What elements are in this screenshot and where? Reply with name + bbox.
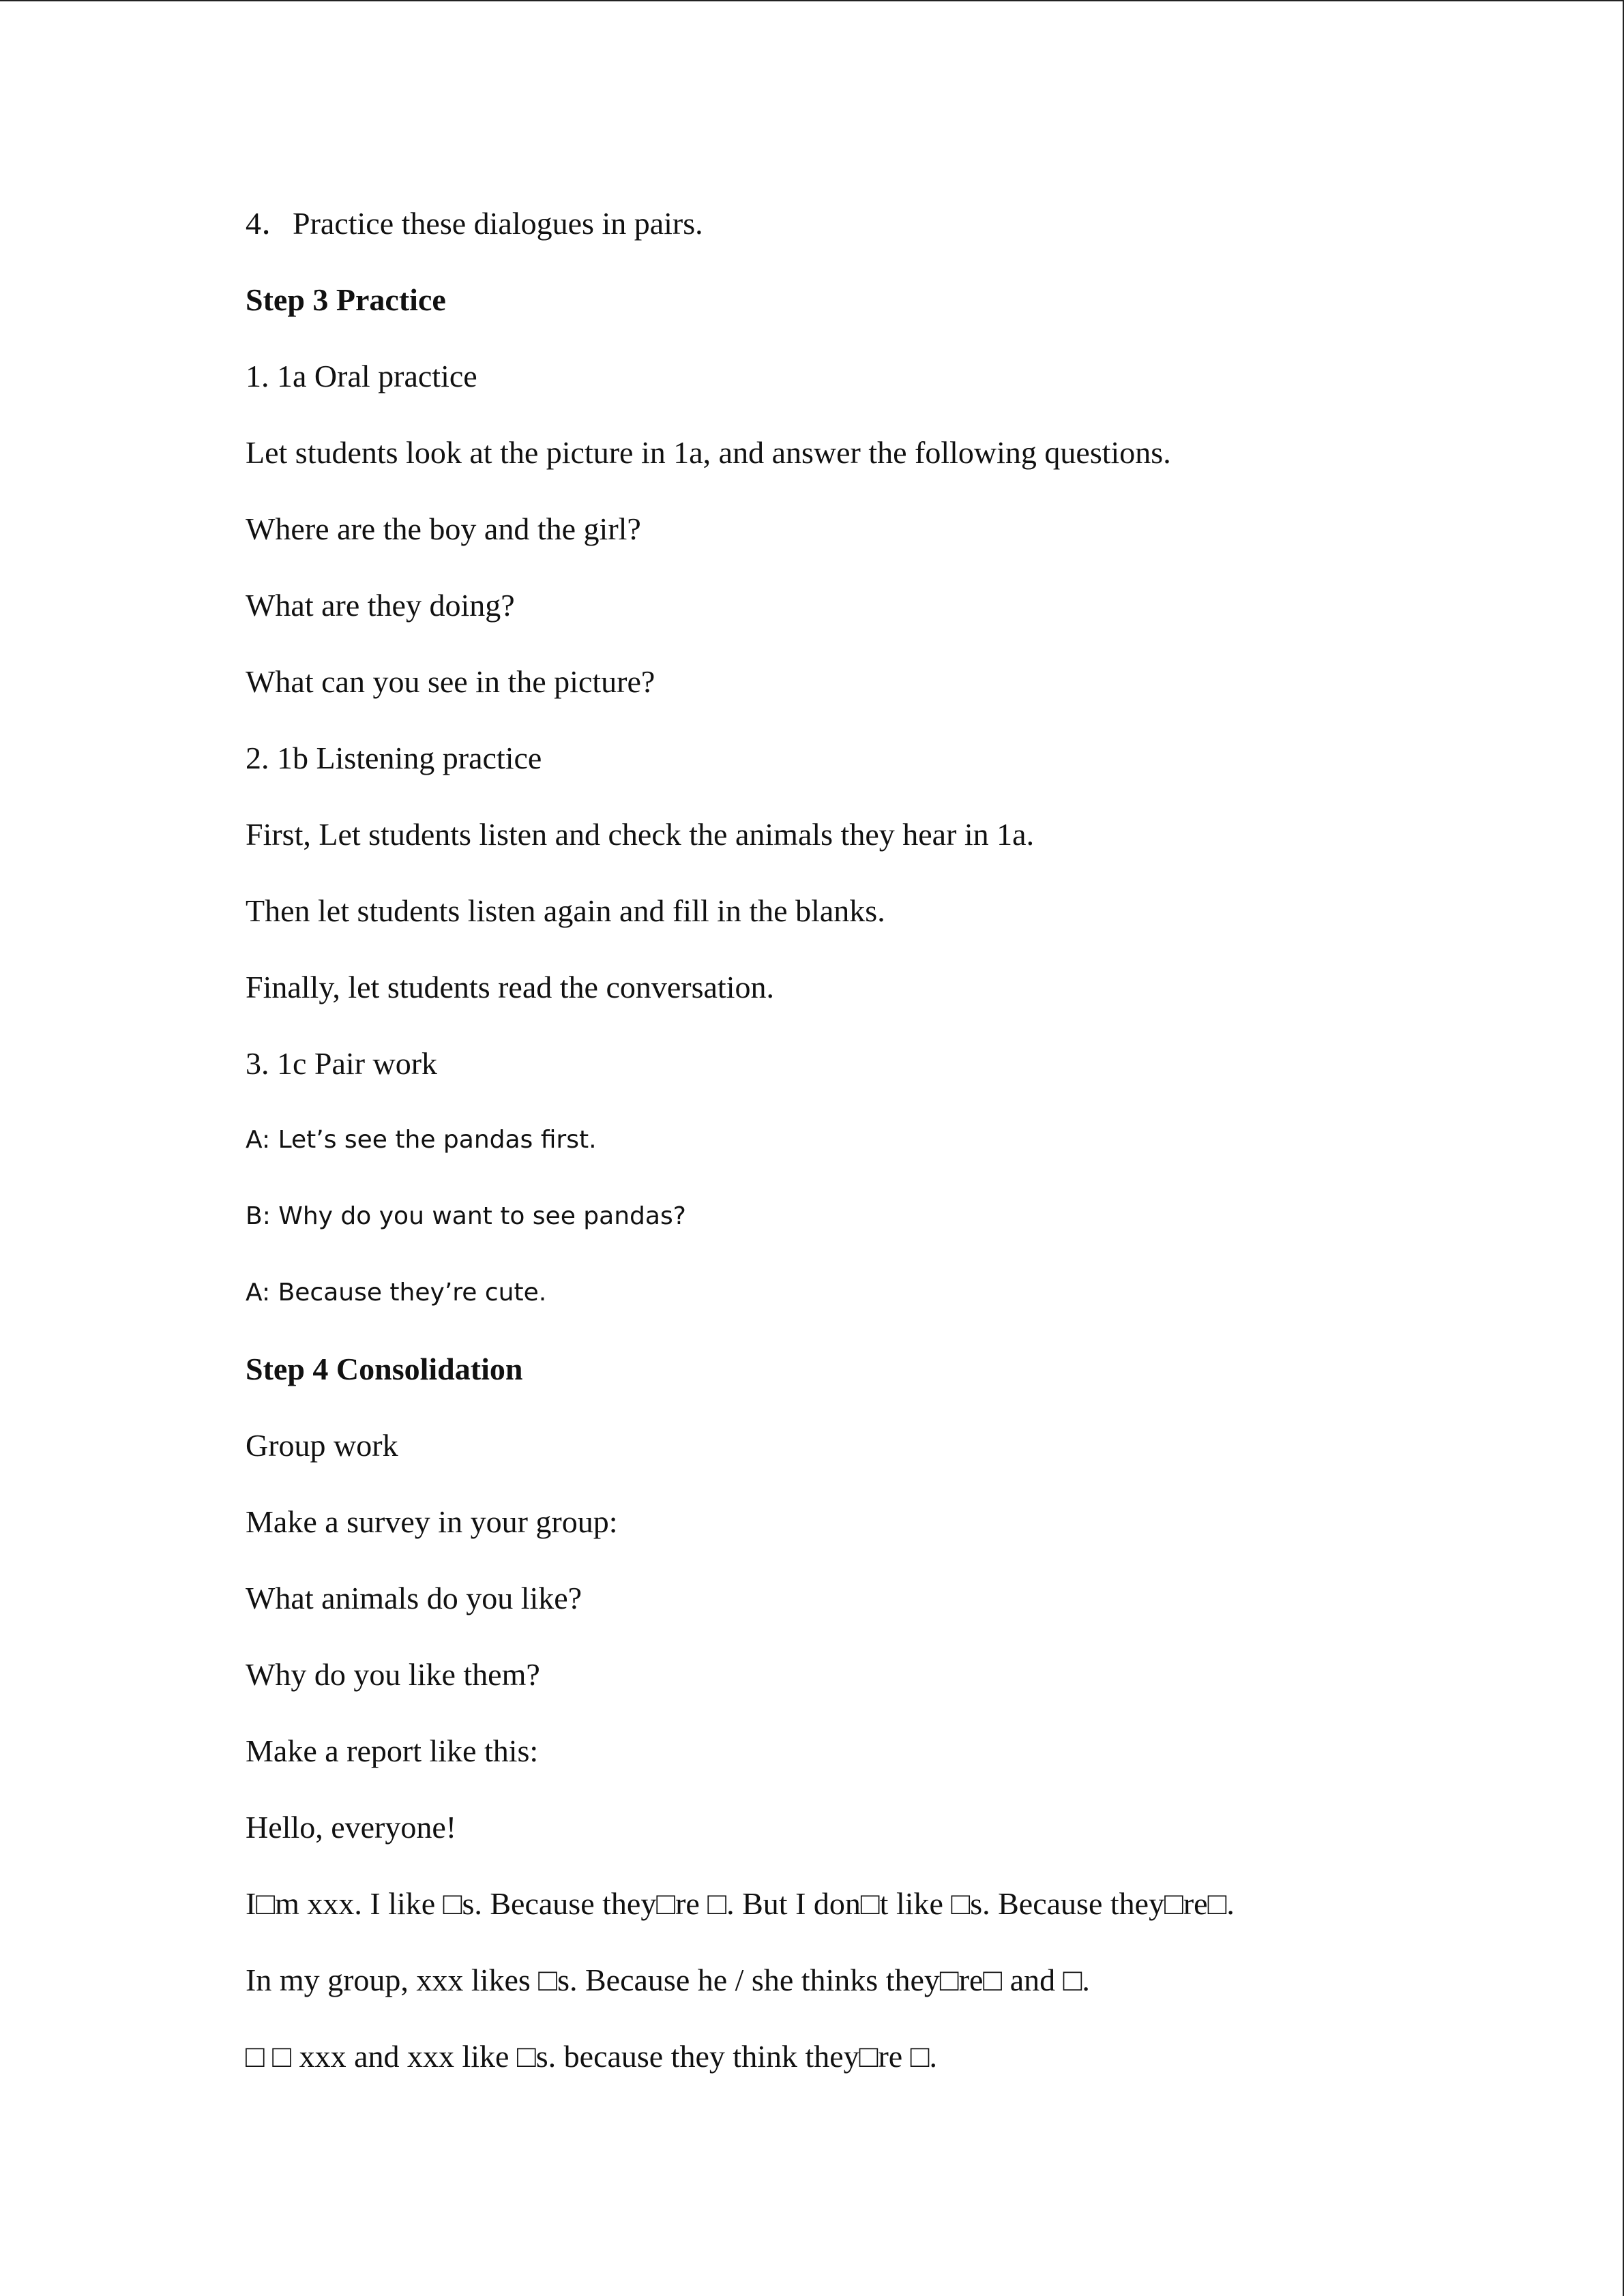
question-what-animals: What animals do you like? (246, 1581, 582, 1615)
dialogue-line-2: B: Why do you want to see pandas? (246, 1202, 686, 1230)
line-make-report: Make a report like this: (246, 1733, 539, 1768)
question-where: Where are the boy and the girl? (246, 511, 641, 546)
heading-step-3: Step 3 Practice (246, 282, 446, 317)
line-pair-work: 3. 1c Pair work (246, 1046, 438, 1081)
document-body (246, 203, 1541, 2112)
line-hello: Hello, everyone! (246, 1810, 457, 1845)
report-line-2: In my group, xxx likes □s. Because he / she thinks they□re□ and □. (246, 1963, 1090, 1997)
line-read-conversation: Finally, let students read the conversation. (246, 970, 774, 1004)
line-listening-practice: 2. 1b Listening practice (246, 741, 542, 775)
line-oral-practice: 1. 1a Oral practice (246, 359, 477, 393)
report-line-3: □ □ xxx and xxx like □s. because they think they□re □. (246, 2039, 937, 2074)
line-listen-fill: Then let students listen again and fill in the blanks. (246, 893, 885, 928)
line-practice-dialogues: 4．Practice these dialogues in pairs. (246, 206, 703, 241)
dialogue-line-1: A: Let’s see the pandas first. (246, 1126, 597, 1154)
line-look-at-picture: Let students look at the picture in 1a, and answer the following questions. (246, 435, 1171, 470)
line-group-work: Group work (246, 1428, 398, 1463)
line-make-survey: Make a survey in your group: (246, 1504, 618, 1539)
question-doing: What are they doing? (246, 588, 515, 623)
question-why-like: Why do you like them? (246, 1657, 540, 1692)
dialogue-line-3: A: Because they’re cute. (246, 1279, 547, 1307)
line-listen-check: First, Let students listen and check the animals they hear in 1a. (246, 817, 1035, 852)
report-line-1: I□m xxx. I like □s. Because they□re □. But I don□t like □s. Because they□re□. (246, 1886, 1235, 1921)
heading-step-4: Step 4 Consolidation (246, 1352, 523, 1386)
question-see: What can you see in the picture? (246, 664, 655, 699)
